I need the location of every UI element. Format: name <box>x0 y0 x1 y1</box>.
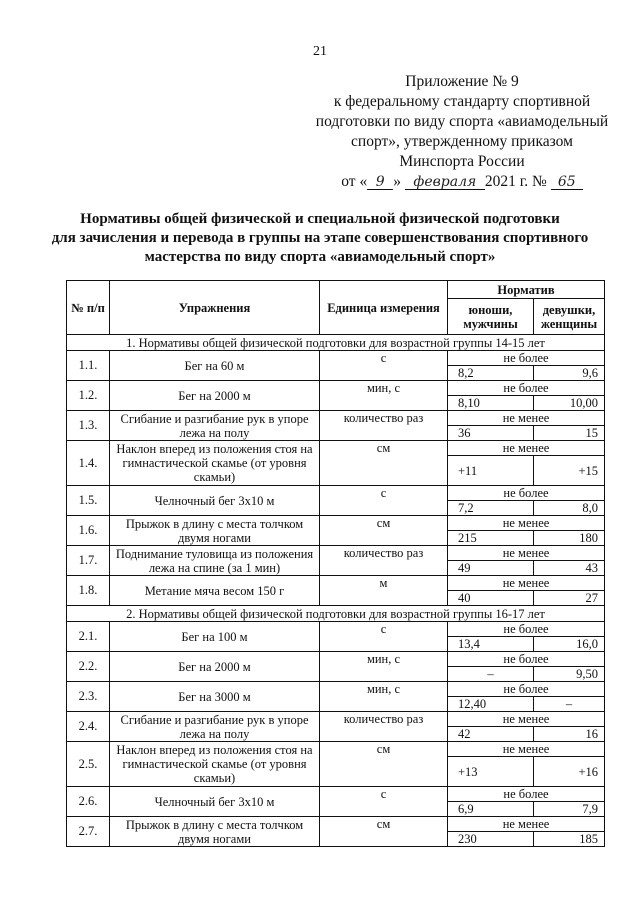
exercise-name: Челночный бег 3х10 м <box>110 787 320 817</box>
exercise-name: Челночный бег 3х10 м <box>110 486 320 516</box>
annex-line-5: Минспорта России <box>399 153 525 170</box>
exercise-number: 1.7. <box>67 546 110 576</box>
norm-boys-value: 36 <box>448 426 534 441</box>
norms-table-body <box>67 335 605 847</box>
header-boys: юноши, мужчины <box>448 299 534 335</box>
page-number: 21 <box>313 44 327 59</box>
exercise-unit: количество раз <box>320 411 448 441</box>
exercise-number: 2.4. <box>67 712 110 742</box>
norm-condition: не более <box>448 381 605 396</box>
exercise-unit: с <box>320 622 448 652</box>
norm-condition: не более <box>448 351 605 366</box>
norm-boys-value: 13,4 <box>448 637 534 652</box>
norm-girls-value: +16 <box>534 757 605 787</box>
exercise-number: 1.3. <box>67 411 110 441</box>
exercise-number: 1.6. <box>67 516 110 546</box>
table-row <box>67 381 605 396</box>
exercise-name: Прыжок в длину с места толчком двумя ногами <box>110 817 320 847</box>
norm-girls-value: 43 <box>534 561 605 576</box>
norm-boys-value: 42 <box>448 727 534 742</box>
exercise-unit: мин, с <box>320 381 448 411</box>
table-row <box>67 712 605 727</box>
title-line-3: мастерства по виду спорта «авиамодельный спорт» <box>144 249 496 265</box>
exercise-unit: см <box>320 817 448 847</box>
norm-boys-value: 12,40 <box>448 697 534 712</box>
exercise-unit: с <box>320 787 448 817</box>
title-line-1: Нормативы общей физической и специальной физической подготовки <box>80 211 560 227</box>
section-row <box>67 606 605 622</box>
exercise-unit: количество раз <box>320 712 448 742</box>
exercise-name: Бег на 2000 м <box>110 381 320 411</box>
date-mid: » <box>393 173 401 190</box>
exercise-number: 2.5. <box>67 742 110 787</box>
norm-girls-value: 7,9 <box>534 802 605 817</box>
norm-condition: не более <box>448 682 605 697</box>
exercise-number: 1.1. <box>67 351 110 381</box>
norm-condition: не менее <box>448 817 605 832</box>
norm-boys-value: 8,10 <box>448 396 534 411</box>
exercise-unit: м <box>320 576 448 606</box>
exercise-unit: с <box>320 486 448 516</box>
norm-condition: не более <box>448 652 605 667</box>
exercise-name: Сгибание и разгибание рук в упоре лежа на полу <box>110 712 320 742</box>
exercise-number: 1.5. <box>67 486 110 516</box>
exercise-unit: мин, с <box>320 652 448 682</box>
table-row <box>67 411 605 426</box>
norm-boys-value: 49 <box>448 561 534 576</box>
table-row <box>67 682 605 697</box>
date-day-handwritten: 9 <box>367 175 393 190</box>
norm-condition: не более <box>448 622 605 637</box>
norm-condition: не менее <box>448 576 605 591</box>
exercise-number: 2.2. <box>67 652 110 682</box>
norm-girls-value: – <box>534 697 605 712</box>
header-girls: девушки, женщины <box>534 299 605 335</box>
norm-girls-value: 8,0 <box>534 501 605 516</box>
table-row <box>67 817 605 832</box>
norm-boys-value: 40 <box>448 591 534 606</box>
annex-block <box>312 72 612 192</box>
norm-boys-value: – <box>448 667 534 682</box>
norm-condition: не менее <box>448 546 605 561</box>
norm-girls-value: 16 <box>534 727 605 742</box>
exercise-number: 2.3. <box>67 682 110 712</box>
exercise-number: 2.6. <box>67 787 110 817</box>
exercise-name: Бег на 3000 м <box>110 682 320 712</box>
order-number-handwritten: 65 <box>551 175 583 190</box>
norm-boys-value: +11 <box>448 456 534 486</box>
annex-line-4: спорт», утвержденному приказом <box>351 133 573 150</box>
table-row <box>67 742 605 757</box>
norms-table <box>66 280 605 847</box>
table-row <box>67 652 605 667</box>
header-unit: Единица измерения <box>320 281 448 335</box>
norm-boys-value: 8,2 <box>448 366 534 381</box>
norm-girls-value: 185 <box>534 832 605 847</box>
exercise-number: 2.1. <box>67 622 110 652</box>
norm-condition: не более <box>448 787 605 802</box>
exercise-name: Бег на 60 м <box>110 351 320 381</box>
norm-girls-value: 27 <box>534 591 605 606</box>
title-line-2: для зачисления и перевода в группы на этапе совершенствования спортивного <box>51 230 589 246</box>
section-row <box>67 335 605 351</box>
norm-condition: не менее <box>448 411 605 426</box>
exercise-unit: см <box>320 742 448 787</box>
norm-boys-value: +13 <box>448 757 534 787</box>
exercise-unit: количество раз <box>320 546 448 576</box>
table-row <box>67 516 605 531</box>
norm-condition: не менее <box>448 742 605 757</box>
exercise-unit: см <box>320 441 448 486</box>
exercise-number: 1.2. <box>67 381 110 411</box>
exercise-unit: с <box>320 351 448 381</box>
exercise-name: Наклон вперед из положения стоя на гимнастической скамье (от уровня скамьи) <box>110 742 320 787</box>
section-title: 2. Нормативы общей физической подготовки для возрастной группы 16-17 лет <box>67 606 605 622</box>
table-row <box>67 546 605 561</box>
exercise-name: Бег на 2000 м <box>110 652 320 682</box>
norm-girls-value: 10,00 <box>534 396 605 411</box>
norm-boys-value: 215 <box>448 531 534 546</box>
norm-girls-value: 15 <box>534 426 605 441</box>
exercise-unit: мин, с <box>320 682 448 712</box>
norm-condition: не менее <box>448 516 605 531</box>
annex-line-1: Приложение № 9 <box>405 73 519 90</box>
table-row <box>67 351 605 366</box>
exercise-number: 1.8. <box>67 576 110 606</box>
exercise-name: Бег на 100 м <box>110 622 320 652</box>
exercise-unit: см <box>320 516 448 546</box>
exercise-name: Сгибание и разгибание рук в упоре лежа на полу <box>110 411 320 441</box>
date-year: 2021 г. № <box>484 173 547 190</box>
norm-condition: не менее <box>448 441 605 456</box>
header-norm: Норматив <box>448 281 605 299</box>
date-prefix: от « <box>341 173 368 190</box>
header-number: № п/п <box>67 281 110 335</box>
norm-condition: не более <box>448 486 605 501</box>
table-row <box>67 576 605 591</box>
exercise-name: Прыжок в длину с места толчком двумя ногами <box>110 516 320 546</box>
annex-date-line <box>312 172 612 192</box>
norm-boys-value: 7,2 <box>448 501 534 516</box>
exercise-number: 1.4. <box>67 441 110 486</box>
exercise-name: Наклон вперед из положения стоя на гимнастической скамье (от уровня скамьи) <box>110 441 320 486</box>
norm-girls-value: +15 <box>534 456 605 486</box>
exercise-number: 2.7. <box>67 817 110 847</box>
norm-boys-value: 6,9 <box>448 802 534 817</box>
annex-line-2: к федеральному стандарту спортивной <box>333 93 591 110</box>
section-title: 1. Нормативы общей физической подготовки для возрастной группы 14-15 лет <box>67 335 605 351</box>
header-exercise: Упражнения <box>110 281 320 335</box>
norm-boys-value: 230 <box>448 832 534 847</box>
table-row <box>67 486 605 501</box>
table-row <box>67 622 605 637</box>
norm-girls-value: 9,6 <box>534 366 605 381</box>
norm-condition: не менее <box>448 712 605 727</box>
table-row <box>67 441 605 456</box>
date-month-handwritten: февраля <box>405 175 485 190</box>
norm-girls-value: 16,0 <box>534 637 605 652</box>
document-title <box>20 210 620 267</box>
norm-girls-value: 180 <box>534 531 605 546</box>
exercise-name: Метание мяча весом 150 г <box>110 576 320 606</box>
norm-girls-value: 9,50 <box>534 667 605 682</box>
table-row <box>67 787 605 802</box>
exercise-name: Поднимание туловища из положения лежа на спине (за 1 мин) <box>110 546 320 576</box>
annex-line-3: подготовки по виду спорта «авиамодельный <box>315 113 609 130</box>
